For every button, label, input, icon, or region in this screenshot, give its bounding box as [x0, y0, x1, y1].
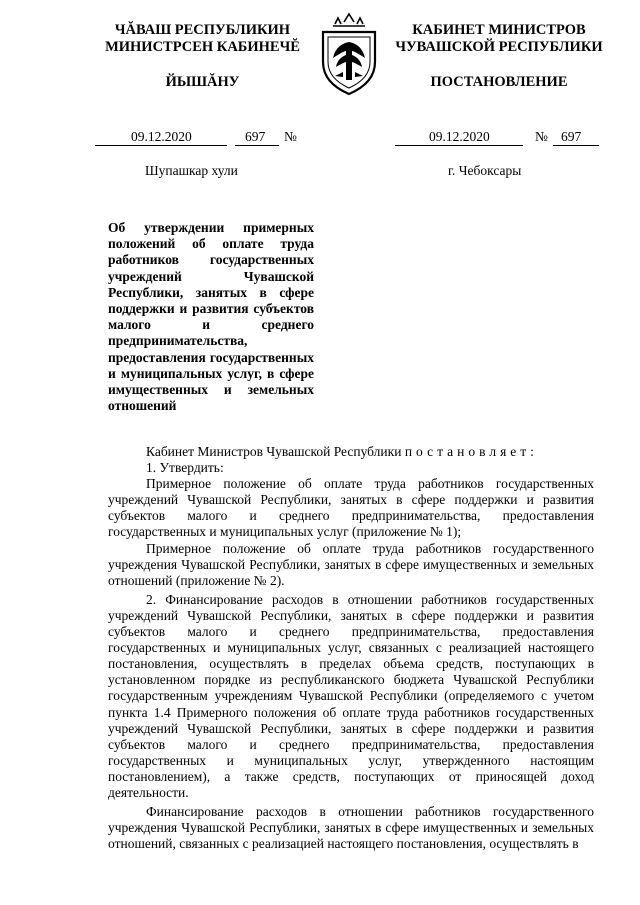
document-body [108, 444, 594, 852]
item-1-a: Примерное положение об оплате труда работников государственных учреждений Чувашской Республики, занятых в сфере поддержки и развития субъектов малого и среднего предпринимательства, предоставления государственных и муниципальных услуг (приложение № 1); [108, 476, 594, 540]
item-1: 1. Утвердить: [146, 460, 224, 476]
number-line-right [395, 129, 600, 146]
place-right: г. Чебоксары [448, 163, 522, 178]
intro-paragraph [108, 444, 594, 460]
header-right-doc-type: ПОСТАНОВЛЕНИЕ [430, 74, 568, 90]
intro-lead: Кабинет Министров Чувашской Республики [146, 444, 405, 459]
intro-resolves: постановляет: [404, 444, 538, 459]
header-right-line2: ЧУВАШСКОЙ РЕСПУБЛИКИ [395, 39, 603, 55]
header-left [95, 22, 310, 91]
chuvash-coat-of-arms-icon [313, 10, 385, 98]
place-left: Шупашкар хули [145, 163, 238, 178]
number-sign-right: № [535, 129, 548, 144]
header-left-doc-type: ЙЫШĂНУ [165, 74, 240, 90]
header-left-line2: МИНИСТРСЕН КАБИНЕЧĔ [105, 39, 300, 55]
number-right: 697 [561, 129, 582, 144]
header-right [388, 22, 610, 91]
date-right: 09.12.2020 [429, 129, 490, 144]
date-left: 09.12.2020 [131, 129, 192, 144]
number-sign-left: № [284, 129, 297, 144]
item-1-b: Примерное положение об оплате труда работников государственного учреждения Чувашской Республики, занятых в сфере имущественных и земельных отношений (приложение № 2). [108, 540, 594, 588]
number-left: 697 [245, 129, 266, 144]
item-2: 2. Финансирование расходов в отношении работников государственных учреждений Чувашской Республики, занятых в сфере поддержки и развития субъектов малого и среднего предпринимательства, предоставления государственных и муниципальных услуг, связанных с реализацией настоящего постановления, осуществлять в пределах объема средств, поступающих в установленном порядке из республиканского бюджета Чувашской Республики государственным учреждениям Чувашской Республики (определяемого с учетом пункта 1.4 Примерного положения об оплате труда работников государственных учреждений Чувашской Республики, занятых в сфере поддержки и развития субъектов малого и среднего предпринимательства, предоставления государственных и муниципальных услуг, утвержденного настоящим постановлением), а также средств, поступающих от приносящей доход деятельности. [108, 591, 594, 800]
header-left-line1: ЧĂВАШ РЕСПУБЛИКИН [114, 22, 291, 38]
number-line-left [95, 129, 305, 146]
header-right-line1: КАБИНЕТ МИНИСТРОВ [412, 22, 586, 38]
document-title: Об утверждении примерных положений об оплате труда работников государственных учреждений Чувашской Республики, занятых в сфере поддержки и развития субъектов малого и среднего предпринимательства, предоставления государственных и муниципальных услуг, в сфере имущественных и земельных отношений [108, 220, 314, 414]
item-2-b: Финансирование расходов в отношении работников государственного учреждения Чувашской Республики, занятых в сфере имущественных и земельных отношений, связанных с реализацией настоящего постановления, осуществлять в [108, 804, 594, 852]
